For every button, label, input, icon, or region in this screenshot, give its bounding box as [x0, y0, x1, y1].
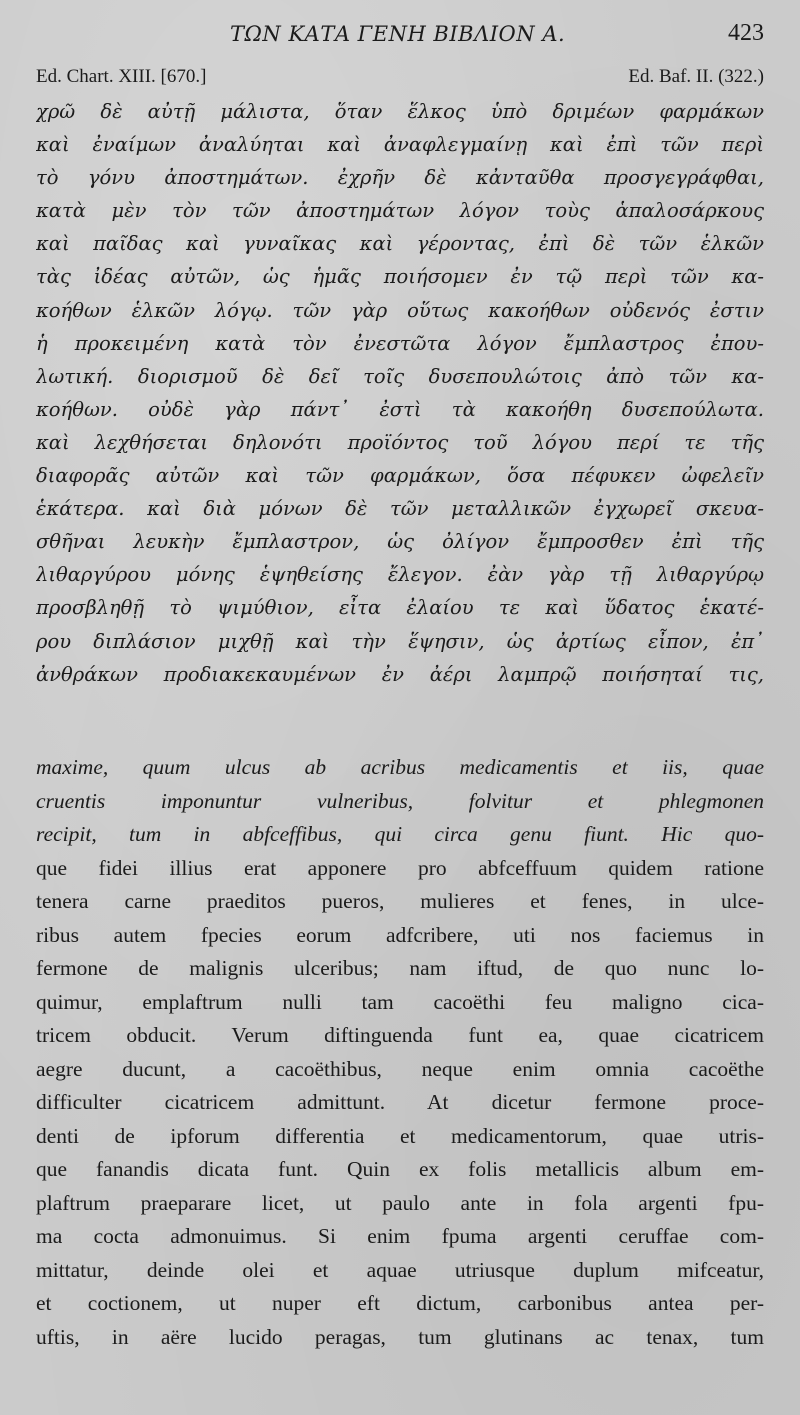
greek-text-line: προσβληθῇ τὸ ψιμύθιον, εἶτα ἐλαίου τε καὶ ὕδατος ἑκατέ-: [36, 596, 764, 620]
greek-text-line: ἡ προκειμένη κατὰ τὸν ἐνεστῶτα λόγον ἔμπλαστρος ἐπου-: [36, 331, 764, 355]
greek-text-line: σθῆναι λευκὴν ἔμπλαστρον, ὡς ὀλίγον ἔμπροσθεν ἐπὶ τῆς: [36, 530, 764, 554]
greek-text-line: ἑκάτερα. καὶ διὰ μόνων δὲ τῶν μεταλλικῶν ἐγχωρεῖ σκευα-: [36, 497, 764, 521]
greek-text-line: καὶ λεχθήσεται δηλονότι προϊόντος τοῦ λόγου περί τε τῆς: [36, 430, 764, 454]
latin-text-line: denti de ipforum differentia et medicamentorum, quae utris-: [36, 1123, 764, 1148]
latin-text-line: cruentis imponuntur vulneribus, folvitur et phlegmonen: [36, 788, 764, 813]
edition-reference-right: Ed. Baf. II. (322.): [628, 66, 764, 87]
latin-text-line: tricem obducit. Verum diftinguenda funt ea, quae cicatricem: [36, 1023, 764, 1047]
greek-text-line: ἀνθράκων προδιακεκαυμένων ἐν ἀέρι λαμπρῷ ποιήσηταί τις,: [36, 662, 764, 686]
latin-text-line: que fidei illius erat apponere pro abfceffuum quidem ratione: [36, 855, 764, 880]
greek-text-line: τὰς ἰδέας αὐτῶν, ὡς ἡμᾶς ποιήσομεν ἐν τῷ περὶ τῶν κα-: [36, 265, 764, 289]
latin-text-line: recipit, tum in abfceffibus, qui circa genu fiunt. Hic quo-: [36, 822, 764, 846]
edition-reference-left: Ed. Chart. XIII. [670.]: [36, 66, 207, 87]
latin-text-line: maxime, quum ulcus ab acribus medicamentis et iis, quae: [36, 755, 764, 779]
greek-text-line: ρου διπλάσιον μιχθῇ καὶ τὴν ἕψησιν, ὡς ἀρτίως εἶπον, ἐπ᾽: [36, 629, 764, 653]
latin-text-line: tenera carne praeditos pueros, mulieres et fenes, in ulce-: [36, 889, 764, 913]
latin-text-line: et coctionem, ut nuper eft dictum, carbonibus antea per-: [36, 1291, 764, 1315]
greek-text-line: κοήθων ἑλκῶν λόγῳ. τῶν γὰρ οὕτως κακοήθων οὐδενός ἐστιν: [36, 298, 764, 322]
greek-text-line: καὶ ἐναίμων ἀναλύηται καὶ ἀναφλεγμαίνῃ καὶ ἐπὶ τῶν περὶ: [36, 133, 764, 157]
greek-text-line: λιθαργύρου μόνης ἑψηθείσης ἔλεγον. ἐὰν γὰρ τῇ λιθαργύρῳ: [36, 563, 764, 587]
greek-text-line: κοήθων. οὐδὲ γὰρ πάντ᾽ ἐστὶ τὰ κακοήθη δυσεπούλωτα.: [36, 397, 764, 421]
greek-text-line: καὶ παῖδας καὶ γυναῖκας καὶ γέροντας, ἐπὶ δὲ τῶν ἑλκῶν: [36, 232, 764, 256]
latin-text-line: ma cocta admonuimus. Si enim fpuma argenti ceruffae com-: [36, 1224, 764, 1248]
running-title: ΤΩΝ ΚΑΤΑ ΓΕΝΗ ΒΙΒΛΙΟΝ Α.: [230, 22, 566, 46]
latin-text-line: quimur, emplaftrum nulli tam cacoëthi feu maligno cica-: [36, 989, 764, 1014]
latin-text-line: difficulter cicatricem admittunt. At dicetur fermone proce-: [36, 1090, 764, 1114]
greek-text-line: διαφορᾶς αὐτῶν καὶ τῶν φαρμάκων, ὅσα πέφυκεν ὠφελεῖν: [36, 464, 764, 488]
latin-text-line: uftis, in aëre lucido peragas, tum glutinans ac tenax, tum: [36, 1324, 764, 1349]
greek-text-line: λωτική. διορισμοῦ δὲ δεῖ τοῖς δυσεπουλώτοις ἀπὸ τῶν κα-: [36, 364, 764, 388]
latin-text-line: mittatur, deinde olei et aquae utriusque duplum mifceatur,: [36, 1257, 764, 1282]
greek-text-line: τὸ γόνυ ἀποστημάτων. ἐχρῆν δὲ κἀνταῦθα προσγεγράφθαι,: [36, 166, 764, 190]
latin-text-line: plaftrum praeparare licet, ut paulo ante in fola argenti fpu-: [36, 1190, 764, 1215]
page-number: 423: [728, 20, 764, 46]
latin-text-line: ribus autem fpecies eorum adfcribere, uti nos faciemus in: [36, 922, 764, 947]
latin-text-block: [36, 751, 764, 1354]
greek-text-block: [36, 95, 764, 691]
latin-text-line: que fanandis dicata funt. Quin ex folis metallicis album em-: [36, 1157, 764, 1181]
latin-text-line: aegre ducunt, a cacoëthibus, neque enim omnia cacoëthe: [36, 1056, 764, 1081]
greek-text-line: κατὰ μὲν τὸν τῶν ἀποστημάτων λόγον τοὺς ἁπαλοσάρκους: [36, 199, 764, 223]
greek-text-line: χρῶ δὲ αὐτῇ μάλιστα, ὅταν ἕλκος ὑπὸ δριμέων φαρμάκων: [36, 100, 764, 123]
latin-text-line: fermone de malignis ulceribus; nam iftud, de quo nunc lo-: [36, 956, 764, 980]
